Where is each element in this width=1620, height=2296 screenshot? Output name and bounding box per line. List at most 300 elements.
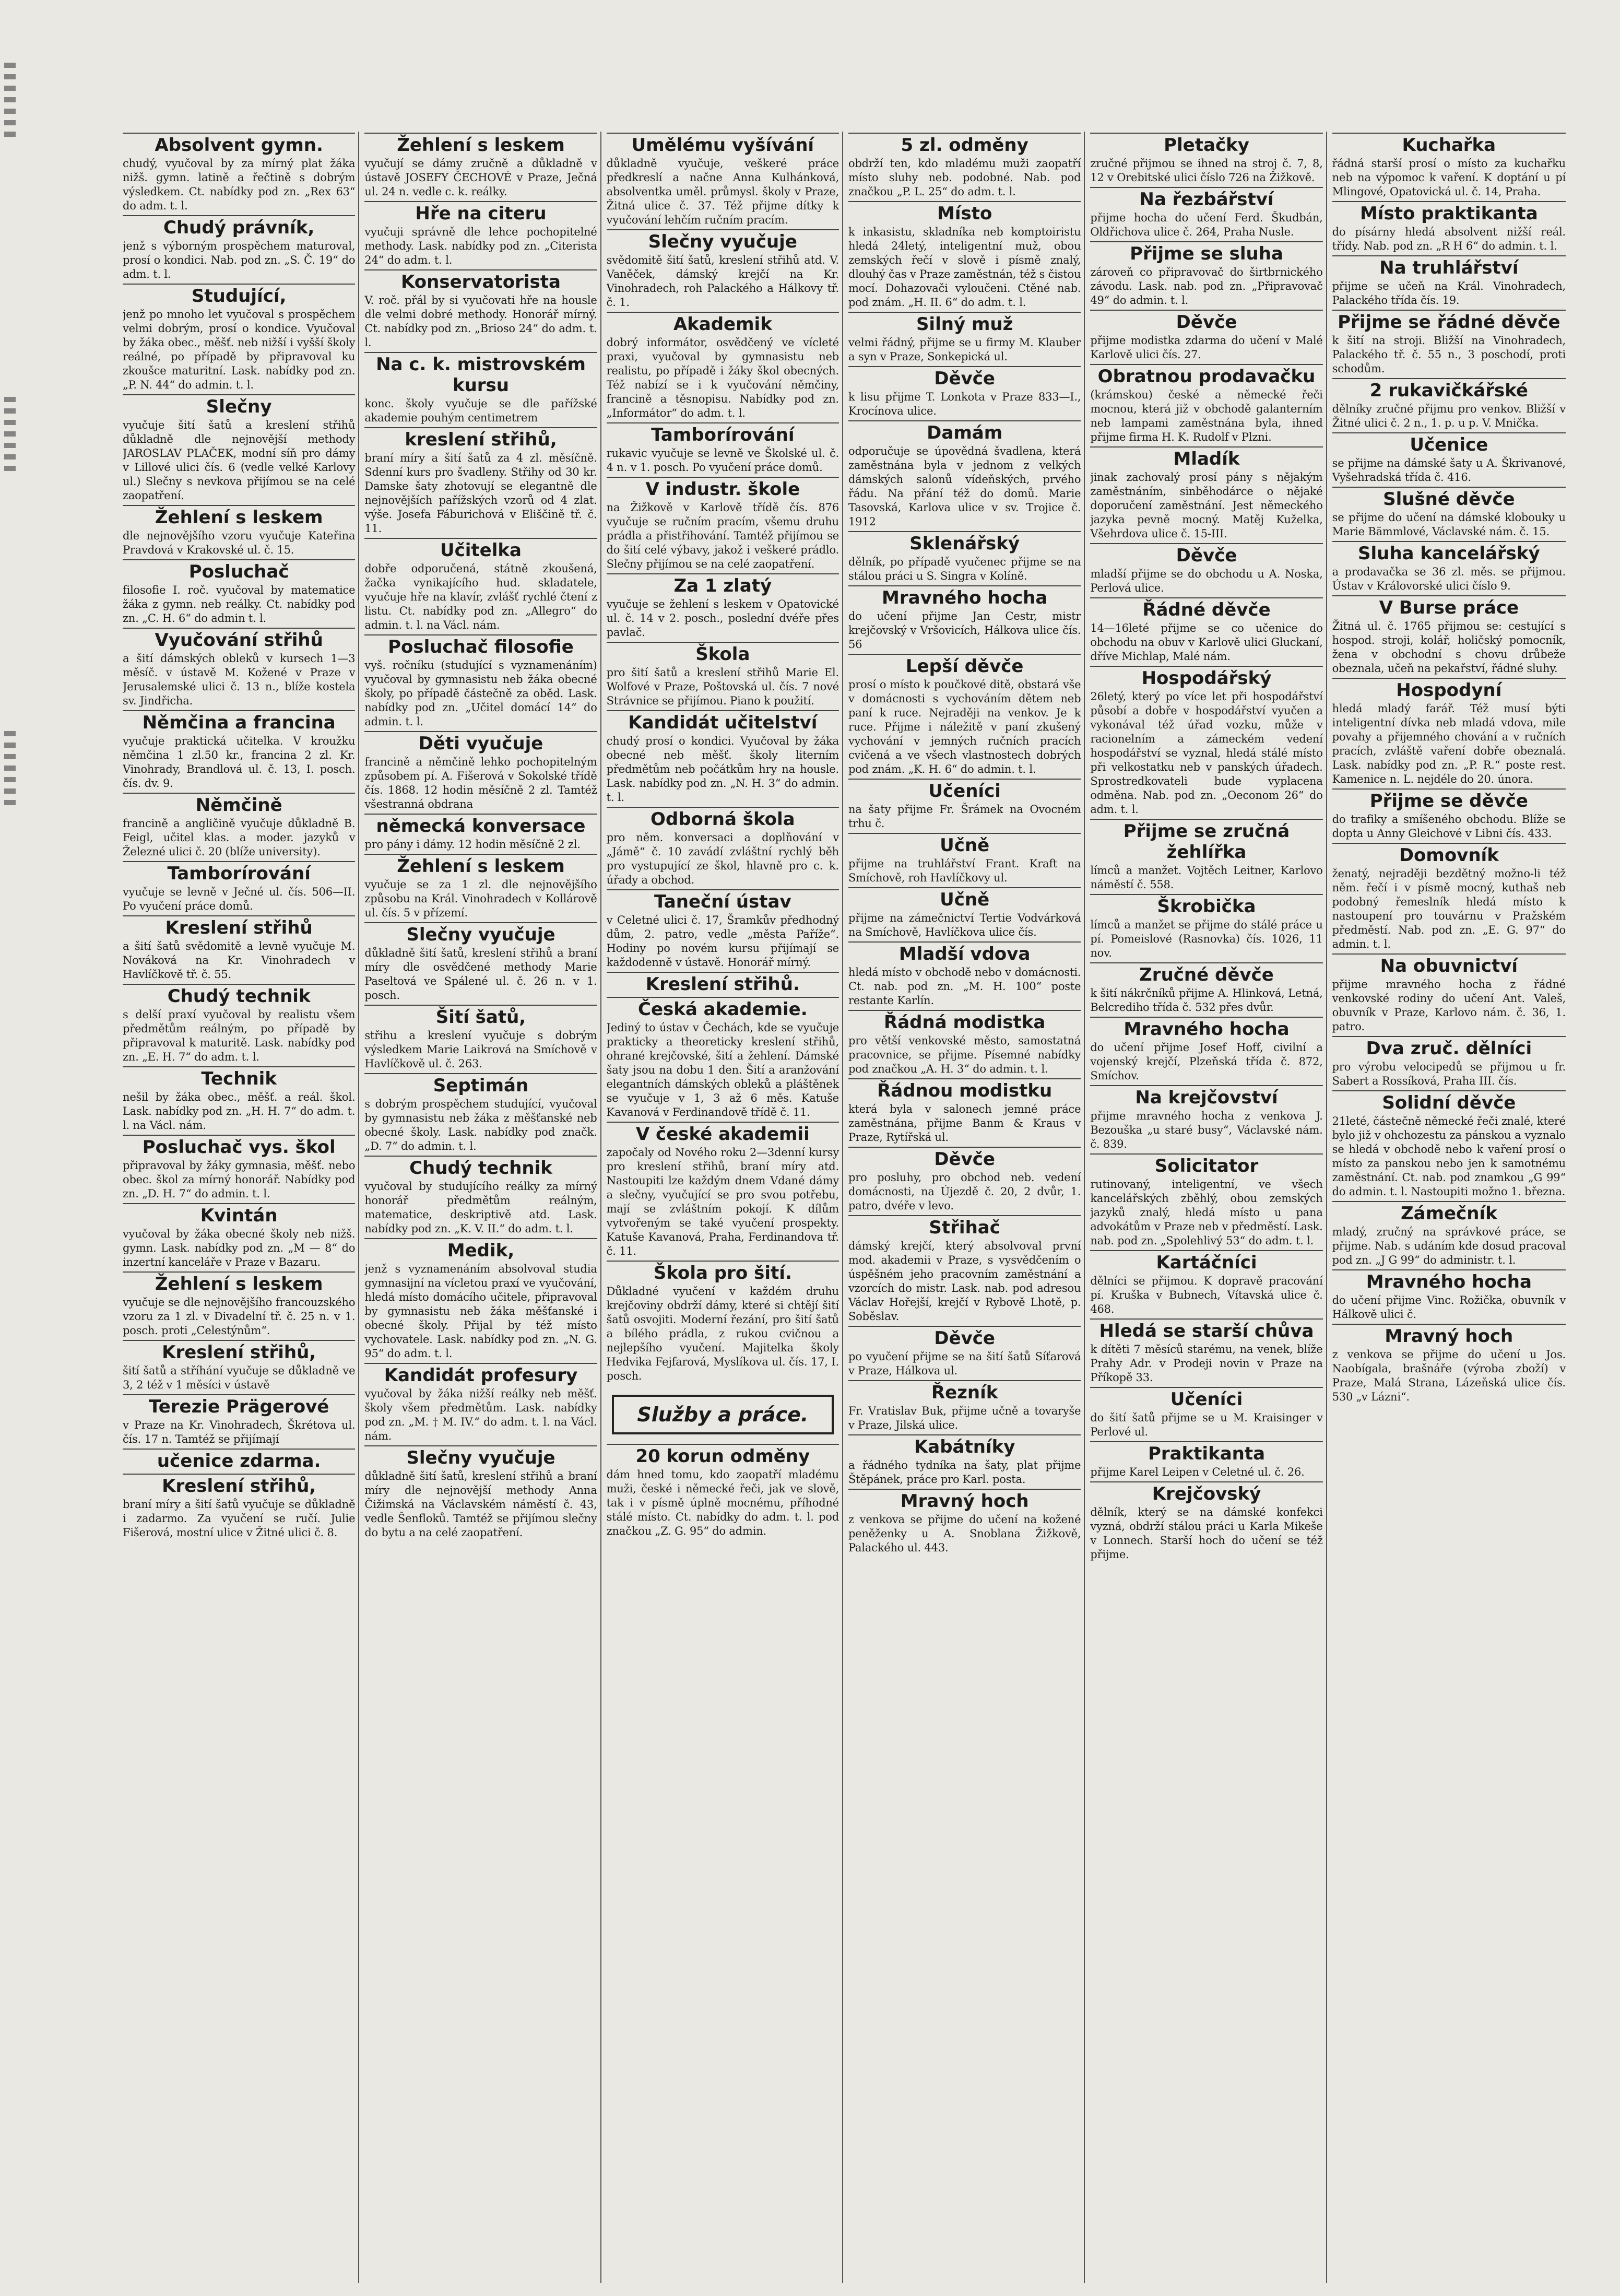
ad-heading: Umělému vyšívání <box>607 133 839 156</box>
classified-ad <box>123 1203 355 1269</box>
ad-body: v Celetné ulici č. 17, Šramkův předhodný dům, 2. patro, vedle „města Paříže“. Hodiny po novém kursu přijímají se každodenně v ústavě. Honorář mírný. <box>606 914 839 969</box>
ad-heading: Mravného hocha <box>848 585 1081 608</box>
classified-ad <box>364 634 597 729</box>
ad-heading: Na krejčovství <box>1090 1085 1322 1108</box>
ad-body: Důkladné vyučení v každém druhu krejčoviny obdrží dámy, které si chtějí šití šatů osvojiti. Moderní řezání, pro šití šatů a bílého prádla, z rukou cvičnou a nejlepšího vyučení. Majitelka školy Hedvika Fejfarová, Myslíkova ul. čís. 17, I. posch. <box>606 1285 839 1382</box>
classified-ad <box>848 1489 1081 1555</box>
ad-body: jenž po mnoho let vyučoval s prospěchem velmi dobrým, prosí o kondice. Vyučoval by žáka obec., měšť. neb nižší i vyšší školy reálné, po případě by připravoval ku zkoušce maturitní. Lask. nabídky pod zn. „P. N. 44“ do admin. t. l. <box>123 308 356 391</box>
ad-body: 14—16leté přijme se co učenice do obchodu na obuv v Karlově ulici Gluckaní, dříve Michlap, Malé nám. <box>1090 622 1323 663</box>
ad-heading: Chudý technik <box>364 1156 597 1179</box>
classified-ad <box>607 133 839 227</box>
classified-ad <box>364 538 597 632</box>
ad-body: rutinovaný, inteligentní, ve všech kancelářských zběhlý, obou zemských jazyků znalý, hledá místo u pana advokátům v Praze neb v předměstí. Lask. nab. pod zn. „Spolehlivý 53“ do adm. t. l. <box>1090 1178 1323 1247</box>
classified-ad <box>1332 310 1566 376</box>
classified-ad <box>848 1078 1081 1145</box>
ad-body: v Praze na Kr. Vinohradech, Škrétova ul. čís. 17 n. Tamtéž se přijímají <box>123 1419 356 1445</box>
ad-heading: Kreslení střihů. <box>607 972 839 995</box>
column-6 <box>1332 132 1569 2283</box>
ad-body: 26letý, který po více let při hospodářství působí a dobře v hospodářství vyučen a vykonával též úřad vozku, může v racionelním a zámeckém vedení hospodářství se vyznal, hledá stálé místo při velkostatku neb v panských úřadech. Sprostredkovateli bude vyplacena odměna. Nab. pod zn. „Oeconom 26“ do adm. t. l. <box>1090 690 1323 816</box>
classified-ad <box>1332 255 1566 308</box>
classified-ad <box>123 559 355 626</box>
section-banner: Služby a práce. <box>612 1395 834 1434</box>
classified-ad <box>1090 894 1322 960</box>
ad-body: k inkasistu, skladníka neb komptoiristu hledá 24letý, inteligentní muž, obou zemských řečí v slově i písmě znalý, dlouhý čas v Praze zaměstnán, též s čistou mocí. Dohazovači vyloučeni. Ctěné nab. pod znám. „H. II. 6“ do adm. t. l. <box>848 226 1081 309</box>
classified-ad <box>123 133 355 213</box>
classified-ad <box>1090 133 1322 185</box>
classified-ad <box>607 312 839 420</box>
ad-body: jenž s výborným prospěchem maturoval, prosí o kondici. Nab. pod zn. „S. Č. 19“ do adm. t. l. <box>123 240 356 280</box>
classified-ad <box>607 1444 839 1538</box>
classified-ad <box>123 1066 355 1133</box>
ad-heading: V industr. škole <box>607 477 839 500</box>
ad-heading: Kabátníky <box>848 1434 1081 1457</box>
ad-body: Žitná ul. č. 1765 přijmou se: cestující s hospod. stroji, kolář, holičský pomocník, žena v obchodní s chovu drůbeže obeznala, učeň na pekařství, řádné sluhy. <box>1332 620 1566 675</box>
ad-heading: Akademik <box>607 312 839 335</box>
classified-ad <box>1090 364 1322 444</box>
ad-heading: Hospodyní <box>1332 678 1566 701</box>
classified-ad <box>1090 1085 1322 1151</box>
classified-ad <box>364 427 597 536</box>
ad-heading: 2 rukavičkářské <box>1332 378 1566 401</box>
ad-body: jinak zachovalý prosí pány s nějakým zaměstnáním, sinběhodárce o nějaké doporučení zaměstnání. Jest německého jazyka pevně mocný. Matěj Kuželka, Všehrdova ulice č. 15-III. <box>1090 471 1323 540</box>
ad-heading: Slečny vyučuje <box>364 1445 597 1468</box>
ad-body: mladý, zručný na správkové práce, se přijme. Nab. s udáním kde dosud pracoval pod zn. „J G 99“ do administr. t. l. <box>1332 1226 1566 1266</box>
ad-heading: Mravného hocha <box>1090 1017 1322 1040</box>
classified-ad <box>1090 1153 1322 1248</box>
ad-body: vyučoval by žáka nižší reálky neb měšť. školy všem předmětům. Lask. nabídky pod zn. „M. † M. IV.“ do adm. t. l. na Václ. nám. <box>364 1387 597 1442</box>
ad-heading: Kartáčníci <box>1090 1250 1322 1273</box>
ad-body: zároveň co připravovač do širtbrnického závodu. Lask. nab. pod zn. „Připravovač 49“ do admin. t. l. <box>1090 266 1323 307</box>
ad-body: filosofie I. roč. vyučoval by matematice žáka z gymn. neb reálky. Ct. nabídky pod zn. „C. H. 6“ do admin t. l. <box>123 584 356 625</box>
classified-ad <box>848 201 1081 310</box>
classified-ad <box>848 941 1081 1008</box>
classified-ad <box>123 215 355 281</box>
classified-ad <box>123 628 355 708</box>
ad-body: přijme Karel Leipen v Celetné ul. č. 26. <box>1090 1466 1305 1478</box>
ad-heading: Mravného hocha <box>1332 1269 1566 1292</box>
ad-heading: Chudý technik <box>123 984 355 1007</box>
classified-ad <box>364 854 597 920</box>
ad-heading: Učeníci <box>848 779 1081 802</box>
ad-heading: Přijme se řádné děvče <box>1332 310 1566 333</box>
classified-ad <box>848 887 1081 939</box>
ad-heading: Tamborírování <box>607 422 839 445</box>
ad-heading: Kandidát profesury <box>364 1363 597 1386</box>
classified-ad <box>1090 962 1322 1015</box>
classified-ad <box>607 972 839 995</box>
ad-heading: Děvče <box>848 1147 1081 1170</box>
ad-heading: Kreslení střihů, <box>123 1340 355 1363</box>
ad-body: 21leté, částečně německé řeči znalé, které bylo již v ohchozestu za pánskou a vyznalo se hledá v obchodě nebo k vaření prosí o místo za panskou nebo jen k samotnému zaměstnání. Ct. nab. pod znamkou „G 99“ do admin. t. l. Nastoupiti možno 1. března. <box>1332 1115 1566 1198</box>
ad-body: a řádného tydníka na šaty, plat přijme Štěpánek, práce pro Karl. posta. <box>848 1459 1081 1486</box>
classified-ad <box>123 1449 355 1471</box>
ad-heading: Posluchač vys. škol <box>123 1135 355 1158</box>
ad-heading: Septimán <box>364 1073 597 1096</box>
classified-ad <box>607 477 839 571</box>
ad-body: dělník, který se na dámské konfekci vyzná, obdrží stálou práci u Karla Mikeše v Lonnech. Starší hoch do učení se též přijme. <box>1090 1506 1323 1561</box>
ad-heading: Děvče <box>848 1326 1081 1349</box>
ad-body: která byla v salonech jemné práce zaměstnána, přijme Banm & Kraus v Praze, Rytířská ul. <box>848 1103 1081 1144</box>
classified-ad <box>364 269 597 350</box>
ad-heading: 20 korun odměny <box>607 1444 839 1467</box>
ad-heading: Česká akademie. <box>607 997 839 1020</box>
classified-ad <box>1332 378 1566 430</box>
ad-body: střihu a kreslení vyučuje s dobrým výsledkem Marie Laikrová na Smíchově v Havlíčkově ul. č. 263. <box>364 1029 597 1070</box>
ad-heading: Mravný hoch <box>1332 1324 1566 1347</box>
ad-body: V. roč. přál by si vyučovati hře na housle dle velmi dobré methody. Honorář mírný. Ct. nabídky pod zn. „Brioso 24“ do adm. t. l. <box>364 294 597 349</box>
ad-heading: Za 1 zlatý <box>607 573 839 596</box>
classified-ad <box>848 1147 1081 1213</box>
classified-ad <box>1090 1441 1322 1479</box>
classified-ad <box>364 922 597 1003</box>
classified-ad <box>607 1122 839 1258</box>
classified-ad <box>848 1215 1081 1324</box>
classified-ad <box>1332 1324 1566 1404</box>
ad-body: dělníci se přijmou. K dopravě pracování pí. Kruška v Bubnech, Vítavská ulice č. 468. <box>1090 1275 1323 1315</box>
classified-ad <box>1090 819 1322 892</box>
ad-heading: Učně <box>848 833 1081 856</box>
ad-body: vyučuje praktická učitelka. V kroužku němčina 1 zl.50 kr., francina 2 zl. Kr. Vinohrady, Brandlová ul. č. 13, I. posch. čís. dv. 9. <box>123 735 356 790</box>
ad-body: vyš. ročníku (studující s vyznamenáním) vyučoval by gymnasistu neb žáka obecné školy, po případě částečně za oběd. Lask. nabídky pod zn. „Učitel domácí 14“ do admin. t. l. <box>364 659 597 728</box>
margin-print-mark <box>4 397 16 475</box>
ad-body: k šití nákrčníků přijme A. Hlinková, Letná, Belcrediho třída č. 532 přes dvůr. <box>1090 987 1323 1014</box>
classified-ad <box>1332 1090 1566 1199</box>
column-2 <box>364 132 601 2283</box>
ad-heading: Škola <box>607 642 839 665</box>
ad-heading: Konservatorista <box>364 269 597 292</box>
classified-ad <box>1332 201 1566 253</box>
ad-body: pro posluhy, pro obchod neb. vedení domácnosti, na Újezdě č. 20, 2 dvůr, 1. patro, dvéře v levo. <box>848 1171 1081 1212</box>
classified-ad <box>1090 1318 1322 1385</box>
ad-body: z venkova se přijme do učení na kožené peněženky u A. Snoblana Žižkově, Palackého ul. 443. <box>848 1513 1081 1554</box>
ad-heading: Tamborírování <box>123 861 355 884</box>
column-1 <box>123 132 359 2283</box>
classified-columns <box>123 132 1569 2283</box>
classified-ad <box>1332 133 1566 199</box>
ad-body: límců a manžet se přijme do stálé práce u pí. Pomeislové (Rasnovka) čís. 1026, 11 nov. <box>1090 919 1323 959</box>
ad-body: zručné přijmou se ihned na stroj č. 7, 8, 12 v Orebitské ulici číslo 726 na Žižkově. <box>1090 157 1323 184</box>
ad-body: ženatý, nejraději bezdětný možno-li též něm. řečí i v písmě mocný, kuthaš neb podobný řemeslník hledá místo k nastoupení pro touvárnu v Pražském předměstí. Nab. pod zn. „E. G. 97“ do admin. t. l. <box>1332 867 1566 950</box>
ad-heading: Na truhlářství <box>1332 255 1566 278</box>
classified-ad <box>123 793 355 859</box>
ad-heading: Žehlení s leskem <box>364 133 597 156</box>
ad-body: a šití šatů svědomitě a levně vyučuje M. Nováková na Kr. Vinohradech v Havlíčkově tř. č. 55. <box>123 940 356 981</box>
ad-heading: Solidní děvče <box>1332 1090 1566 1113</box>
ad-heading: Pletačky <box>1090 133 1322 156</box>
ad-body: do učení přijme Vinc. Rožička, obuvník v Hálkově ulici č. <box>1332 1294 1566 1321</box>
classified-ad <box>123 861 355 913</box>
ad-body: velmi řádný, přijme se u firmy M. Klauber a syn v Praze, Sonkepická ul. <box>848 336 1081 363</box>
classified-ad <box>1332 432 1566 485</box>
classified-ad <box>364 1156 597 1236</box>
ad-heading: Kreslení střihů <box>123 915 355 938</box>
ad-heading: Domovník <box>1332 843 1566 866</box>
classified-ad <box>1090 543 1322 595</box>
classified-ad <box>123 284 355 392</box>
ad-heading: Učeníci <box>1090 1387 1322 1410</box>
ad-heading: Vyučování střihů <box>123 628 355 651</box>
ad-body: vyučuje šití šatů a kreslení střihů důkladně dle nejnovější methody JAROSLAV PLAČEK, modní síň pro dámy v Lillové ulici čís. 6 (vedle velké Karlovy ul.) Slečny s nevkova přijímou se na celé zaopatření. <box>123 419 356 502</box>
ad-body: chudý prosí o kondici. Vyučoval by žáka obecné neb měšť. školy literním předmětům neb počátkům hry na housle. Lask. nabídky pod zn. „N. H. 3“ do admin. t. l. <box>606 735 839 804</box>
classified-ad <box>364 352 597 425</box>
ad-body: mladší přijme se do obchodu u A. Noska, Perlová ulice. <box>1090 568 1323 594</box>
ad-body: Fr. Vratislav Buk, přijme učně a tovaryše v Praze, Jilská ulice. <box>848 1405 1081 1431</box>
column-5 <box>1090 132 1327 2283</box>
ad-body: přijme na truhlářství Frant. Kraft na Smíchově, roh Havlíčkovy ul. <box>848 857 1081 884</box>
ad-body: vyučují se dámy zručně a důkladně v ústavě JOSEFY ČECHOVÉ v Praze, Ječná ul. 24 n. vedle c. k. reálky. <box>364 157 597 198</box>
ad-body: vyučuje se za 1 zl. dle nejnovějšího způsobu na Král. Vinohradech v Kollárově ul. čís. 5 v přízemí. <box>364 878 597 919</box>
ad-body: pro výrobu velocipedů se přijmou u fr. Sabert a Rossíková, Praha III. čís. <box>1332 1061 1566 1087</box>
ad-body: řádná starší prosí o místo za kuchařku neb na výpomoc k vaření. K doptání u pí Mlingové, Opatovická ul. č. 14, Praha. <box>1332 157 1566 198</box>
classified-ad <box>364 201 597 267</box>
ad-heading: Žehlení s leskem <box>123 505 355 528</box>
ad-heading: Slušné děvče <box>1332 487 1566 510</box>
classified-ad <box>848 366 1081 418</box>
ad-heading: Taneční ústav <box>607 889 839 912</box>
ad-body: hledá mladý farář. Též musí býti inteligentní dívka neb mladá vdova, mile povahy a přijemného chování a v ručních pracích, zvláště vaření dobře obeznalá. Lask. nabídky pod zn. „P. R.“ poste rest. Kamenice n. L. nejdéle do 20. února. <box>1332 702 1566 785</box>
ad-body: po vyučení přijme se na šití šatů Síťarová v Praze, Hálkova ul. <box>848 1350 1081 1377</box>
ad-body: dle nejnovějšího vzoru vyučuje Kateřina Pravdová v Krakovské ul. č. 15. <box>123 529 356 556</box>
classified-ad <box>123 1474 355 1540</box>
ad-heading: Hře na citeru <box>364 201 597 224</box>
ad-heading: německá konversace <box>364 814 597 837</box>
classified-ad <box>1332 788 1566 841</box>
ad-heading: Žehlení s leskem <box>364 854 597 877</box>
ad-body: k šití na stroji. Bližší na Vinohradech, Palackého tř. č. 55 n., 3 poschodí, proti schodům. <box>1332 334 1566 375</box>
ad-body: francině a angličině vyučuje důkladně B. Feigl, učitel klas. a moder. jazyků v Železné ulici č. 20 (blíže university). <box>123 817 356 858</box>
classified-ad <box>123 505 355 557</box>
ad-body: přijme mravného hocha z řádné venkovské rodiny do učení Ant. Valeš, obuvník v Praze, Karlovo nám. č. 36, 1. patro. <box>1332 978 1566 1033</box>
ad-body: Jediný to ústav v Čechách, kde se vyučuje prakticky a theoreticky kreslení střihů, ohrané krejčovské, šití a žehlení. Dámské šaty jsou na dobu 1 den. Šití a aranžování elegantních dámských obleků a pláštěnek se vyučuje v 1, 3 až 6 měs. Katuše Kavanová v Ferdinandově třídě č. 11. <box>606 1021 839 1118</box>
classified-ad <box>364 1445 597 1540</box>
ad-body: důkladně šití šatů, kreslení střihů a braní míry dle nejnovější methody Anna Čižimská na Václavském náměstí č. 43, vedle Šenfloků. Tamtéž se přijímou slečny do bytu a na celé zaopatření. <box>364 1470 597 1539</box>
ad-body: započaly od Nového roku 2—3denní kursy pro kreslení střihů, braní míry atd. Nastoupiti lze každým dnem Vdané dámy a slečny, vyučující se pro svou potřebu, mají se zvláštním pokojí. K dílům vytvořeným se také vyučení prospekty. Katuše Kavanová, Praha, Ferdinandova tř. č. 11. <box>606 1146 839 1257</box>
ad-heading: Mravný hoch <box>848 1489 1081 1512</box>
ad-heading: Mladší vdova <box>848 941 1081 964</box>
ad-heading: Kreslení střihů, <box>123 1474 355 1497</box>
ad-heading: Hospodářský <box>1090 666 1322 689</box>
ad-heading: Absolvent gymn. <box>123 133 355 156</box>
ad-heading: V české akademii <box>607 1122 839 1145</box>
ad-body: rukavic vyučuje se levně ve Školské ul. č. 4 n. v 1. posch. Po vyučení práce domů. <box>606 447 839 474</box>
classified-ad <box>1090 597 1322 664</box>
classified-ad <box>848 1326 1081 1378</box>
ad-body: dobře odporučená, státně zkoušená, žačka vynikajícího hud. skladatele, vyučuje hře na klavír, zvlášť rychlé čtení z listu. Ct. nabídky pod zn. „Allegro“ do admin. t. l. na Václ. nám. <box>364 562 597 631</box>
classified-ad <box>607 997 839 1120</box>
ad-body: do trafiky a smíšeného obchodu. Blíže se dopta u Anny Gleichové v Libni čís. 433. <box>1332 813 1566 840</box>
ad-body: k lisu přijme T. Lonkota v Praze 833—I., Krocínova ulice. <box>848 391 1081 417</box>
ad-body: přijme na zámečnictví Tertie Vodvárková na Smíchově, Havlíčkova ulice čís. <box>848 912 1081 938</box>
classified-ad <box>364 814 597 852</box>
ad-heading: Damám <box>848 420 1081 443</box>
ad-heading: Místo praktikanta <box>1332 201 1566 224</box>
ad-heading: Řádná modistka <box>848 1010 1081 1033</box>
ad-body: svědomitě šití šatů, kreslení střihů atd. V. Vaněček, dámský krejčí na Kr. Vinohradech, roh Palackého a Hálkovy tř. č. 1. <box>606 254 839 309</box>
ad-heading: Škola pro šití. <box>607 1261 839 1284</box>
classified-ad <box>1332 953 1566 1034</box>
classified-ad <box>848 1434 1081 1487</box>
classified-ad <box>123 984 355 1064</box>
ad-heading: Němčině <box>123 793 355 816</box>
ad-body: vyučoval by studujícího reálky za mírný honorář předmětům reálným, matematice, deskriptivě atd. Lask. nabídky pod zn. „K. V. II.“ do adm. t. l. <box>364 1180 597 1235</box>
ad-heading: Učenice <box>1332 432 1566 455</box>
classified-ad <box>607 1261 839 1383</box>
classified-ad <box>1332 487 1566 539</box>
ad-body: braní míry a šití šatů vyučuje se důkladně i zadarmo. Za vyučení se ručí. Julie Fišerová, mostní ulice v Žitné ulici č. 8. <box>123 1498 356 1539</box>
classified-ad <box>848 1010 1081 1076</box>
ad-body: se přijme do učení na dámské klobouky u Marie Bämmlové, Václavské nám. č. 15. <box>1332 511 1566 538</box>
ad-heading: Děvče <box>1090 543 1322 566</box>
ad-heading: Hledá se starší chůva <box>1090 1318 1322 1341</box>
ad-heading: Řádné děvče <box>1090 597 1322 620</box>
ad-heading: Silný muž <box>848 312 1081 335</box>
classified-ad <box>1332 595 1566 676</box>
ad-body: jenž s vyznamenáním absolvoval studia gymnasijní na vícletou praxí ve vyučování, hledá místo domácího učitele, připravoval by gymnasistu neb žáka měšťanské i obecné školy. Přijal by též místo vychovatele. Lask. nabídky pod zn. „N. G. 95“ do adm. t. l. <box>364 1263 597 1360</box>
ad-body: braní míry a šití šatů za 4 zl. měsíčně. Sdenní kurs pro švadleny. Střihy od 30 kr. Damske šaty zhotovují se elegantně dle nejnovějších pařížských vzorů od 4 zlat. výše. Josefa Fáburichová v Eliščině tř. č. 11. <box>364 452 597 535</box>
ad-heading: Slečny vyučuje <box>364 922 597 945</box>
margin-print-mark <box>4 63 16 141</box>
classified-ad <box>607 229 839 310</box>
classified-ad <box>1090 1017 1322 1083</box>
ad-body: a šití dámských obleků v kursech 1—3 měsíč. v ústavě M. Kožené v Praze v Jerusalemské ulici č. 13 n., blíže kostela sv. Jindřicha. <box>123 652 356 707</box>
ad-body: přijme mravného hocha z venkova J. Bezouška „u staré busy“, Václavské nám. č. 839. <box>1090 1110 1323 1150</box>
classified-ad <box>123 1135 355 1201</box>
classified-ad <box>1090 1481 1322 1562</box>
ad-body: k dítěti 7 měsíců starému, na venek, blíže Prahy Adr. v Prodeji novin v Praze na Příkopě 33. <box>1090 1343 1323 1384</box>
ad-heading: Technik <box>123 1066 355 1089</box>
classified-ad <box>1090 241 1322 308</box>
ad-heading: Mladík <box>1090 446 1322 469</box>
ad-body: šití šatů a stříhání vyučuje se důkladně ve 3, 2 též v 1 měsíci v ústavě <box>123 1364 356 1391</box>
classified-ad <box>1332 1036 1566 1088</box>
classified-ad <box>364 1363 597 1443</box>
ad-heading: učenice zdarma. <box>123 1449 355 1471</box>
ad-body: dělníky zručné přijmu pro venkov. Bližší v Žitné ulici č. 2 n., 1. p. u p. V. Mnička. <box>1332 403 1566 429</box>
ad-body: do učení přijme Josef Hoff, civilní a vojenský krejčí, Plzeňská třída č. 872, Smíchov. <box>1090 1041 1323 1082</box>
classified-ad <box>1090 446 1322 541</box>
ad-heading: Učitelka <box>364 538 597 561</box>
classified-ad <box>364 731 597 811</box>
ad-heading: Odborná škola <box>607 807 839 830</box>
ad-heading: Na řezbářství <box>1090 187 1322 210</box>
ad-heading: Přijme se sluha <box>1090 241 1322 264</box>
ad-heading: Učně <box>848 887 1081 910</box>
classified-ad <box>848 420 1081 529</box>
classified-ad <box>364 133 597 199</box>
ad-heading: Dva zruč. dělníci <box>1332 1036 1566 1059</box>
classified-ad <box>364 1005 597 1071</box>
ad-heading: Přijme se zručná žehlířka <box>1090 819 1322 863</box>
ad-body: na Žižkově v Karlově třídě čís. 876 vyučuje se ručním pracím, všemu druhu prádla a přistřihování. Tamtéž přijímou se do šití celé výbavy, jakož i veškeré prádlo. Slečny přijímou se na celé zaopatření. <box>606 501 839 570</box>
classified-ad <box>1332 843 1566 951</box>
ad-heading: Posluchač <box>123 559 355 582</box>
ad-heading: Zručné děvče <box>1090 962 1322 985</box>
ad-body: do šití šatů přijme se u M. Kraisinger v Perlové ul. <box>1090 1411 1323 1438</box>
classified-ad <box>848 531 1081 583</box>
ad-body: límců a manžet. Vojtěch Leitner, Karlovo náměstí č. 558. <box>1090 864 1323 891</box>
classified-ad <box>123 915 355 982</box>
classified-ad <box>607 807 839 887</box>
ad-heading: Řezník <box>848 1380 1081 1403</box>
classified-ad <box>848 779 1081 831</box>
ad-body: nešil by žáka obec., měšť. a reál. škol. Lask. nabídky pod zn. „H. H. 7“ do adm. t. l. na Václ. nám. <box>123 1091 356 1132</box>
ad-heading: Děvče <box>848 366 1081 389</box>
ad-heading: Lepší děvče <box>848 654 1081 677</box>
ad-body: se přijme na dámské šaty u A. Škrivanové, Vyšehradská třída č. 416. <box>1332 457 1566 484</box>
classified-ad <box>1090 187 1322 239</box>
ad-body: dělník, po případě vyučenec přijme se na stálou práci u S. Singra v Kolíně. <box>848 556 1081 582</box>
ad-heading: Sluha kancelářský <box>1332 541 1566 564</box>
classified-ad <box>607 710 839 805</box>
ad-body: přijme hocha do učení Ferd. Škudbán, Oldřichova ulice č. 264, Praha Nusle. <box>1090 211 1323 238</box>
ad-heading: Kuchařka <box>1332 133 1566 156</box>
classified-ad <box>1090 310 1322 362</box>
ad-heading: Slečny vyučuje <box>607 229 839 252</box>
classified-ad <box>123 394 355 503</box>
classified-ad <box>1090 1250 1322 1316</box>
classified-ad <box>607 889 839 970</box>
classified-ad <box>1332 541 1566 593</box>
classified-ad <box>848 312 1081 364</box>
classified-ad <box>1332 1269 1566 1322</box>
ad-heading: Solicitator <box>1090 1153 1322 1176</box>
ad-body: vyučoval by žáka obecné školy neb nižš. gymn. Lask. nabídky pod zn. „M — 8“ do inzertní kanceláře v Praze v Bazaru. <box>123 1228 356 1268</box>
classified-ad <box>607 573 839 640</box>
ad-body: konc. školy vyučuje se dle pařížské akademie pouhým centimetrem <box>364 397 597 424</box>
ad-heading: Chudý právník, <box>123 215 355 238</box>
ad-heading: Přijme se děvče <box>1332 788 1566 811</box>
ad-heading: Němčina a francina <box>123 710 355 733</box>
ad-body: prosí o místo k poučkové ditě, obstará vše v domácnosti s vychováním dětem neb paní k ruce. Nejraději na venkov. Je k ruce. Přijme i náležitě v paní zkušený vychování v jemných ručních pracích cvičená a ve všech vlastnostech dobrých pod znám. „K. H. 6“ do admin. t. l. <box>848 678 1081 775</box>
ad-body: vyučuje se dle nejnovějšího francouzského vzoru za 1 zl. v Divadelní tř. č. 25 n. v 1. posch. proti „Celestýnům“. <box>123 1296 356 1337</box>
ad-body: vyučuji správně dle lehce pochopitelné methody. Lask. nabídky pod zn. „Citeristа 24“ do adm. t. l. <box>364 226 597 266</box>
ad-body: do učení přijme Jan Cestr, mistr krejčovský v Vršovicích, Hálkova ulice čís. 56 <box>848 610 1081 651</box>
ad-body: pro něm. konversaci a doplňování v „Jámě“ č. 10 zavádí zvláštní rychlý běh pro vystupující ze škol, hlavně pro c. k. úřady a obchod. <box>606 831 839 886</box>
ad-body: pro pány i dámy. 12 hodin měsíčně 2 zl. <box>364 838 581 851</box>
ad-heading: Řádnou modistku <box>848 1078 1081 1101</box>
ad-heading: Děti vyučuje <box>364 731 597 754</box>
classified-ad <box>123 1340 355 1392</box>
ad-heading: Posluchač filosofie <box>364 634 597 657</box>
ad-heading: Praktikanta <box>1090 1441 1322 1464</box>
ad-heading: Kandidát učitelství <box>607 710 839 733</box>
ad-body: francině a němčině lehko pochopitelným způsobem pí. A. Fišerová v Sokolské třídě čís. 1868. 12 hodin měsíčně 2 zl. Tamtéž všestranná obdrana <box>364 756 597 810</box>
classified-ad <box>364 1238 597 1361</box>
column-4 <box>848 132 1085 2283</box>
ad-heading: Žehlení s leskem <box>123 1271 355 1294</box>
ad-body: s delší praxí vyučoval by realistu všem předmětům reálným, po případě by připravoval k maturitě. Lask. nabídky pod zn. „E. H. 7“ do adm. t. l. <box>123 1008 356 1063</box>
ad-heading: Studující, <box>123 284 355 307</box>
ad-heading: Krejčovský <box>1090 1481 1322 1504</box>
ad-heading: Na obuvnictví <box>1332 953 1566 976</box>
ad-body: připravoval by žáky gymnasia, měšť. nebo obec. škol za mírný honorář. Nabídky pod zn. „D. H. 7“ do admin. t. l. <box>123 1159 356 1200</box>
ad-heading: kreslení střihů, <box>364 427 597 450</box>
ad-body: důkladně vyučuje, veškeré práce předkreslí a načne Anna Kulhánková, absolventka uměl. průmysl. školy v Praze, Žitná ulice č. 37. Též přijme dítky k vyučování lehčím ručním pracím. <box>606 157 839 226</box>
ad-body: z venkova se přijme do učení u Jos. Naobígala, brašnáře (výroba zboží) v Praze, Malá Strana, Lázeňská ulice čís. 530 „v Lázni“. <box>1332 1348 1566 1403</box>
ad-heading: Zámečník <box>1332 1201 1566 1224</box>
classified-ad <box>848 1380 1081 1432</box>
ad-body: dobrý informátor, osvědčený ve vícleté praxi, vyučoval by gymnasistu neb realistu, po případě i žáky škol obecných. Též nabízí se i k vyučování němčiny, francině a těsnopisu. Nabídky pod zn. „Informátor“ do adm. t. l. <box>606 336 839 419</box>
classified-ad <box>1090 1387 1322 1439</box>
classified-ad <box>123 710 355 791</box>
classified-ad <box>848 585 1081 652</box>
ad-body: přijme se učeň na Král. Vinohradech, Palackého třída čís. 19. <box>1332 280 1566 307</box>
ad-heading: 5 zl. odměny <box>848 133 1081 156</box>
ad-body: s dobrým prospěchem studující, vyučoval by gymnasistu neb žáka z měšťanské neb obecné školy. Lask. nabídky pod značk. „D. 7“ do admin. t. l. <box>364 1098 597 1152</box>
ad-body: (krámskou) české a německé řeči mocnou, která již v obchodě galanterním neb lampami zaměstnána byla, ihned přijme firma H. K. Rudolf v Plzni. <box>1090 388 1323 443</box>
margin-print-mark <box>4 731 16 809</box>
ad-heading: Sklenářský <box>848 531 1081 554</box>
